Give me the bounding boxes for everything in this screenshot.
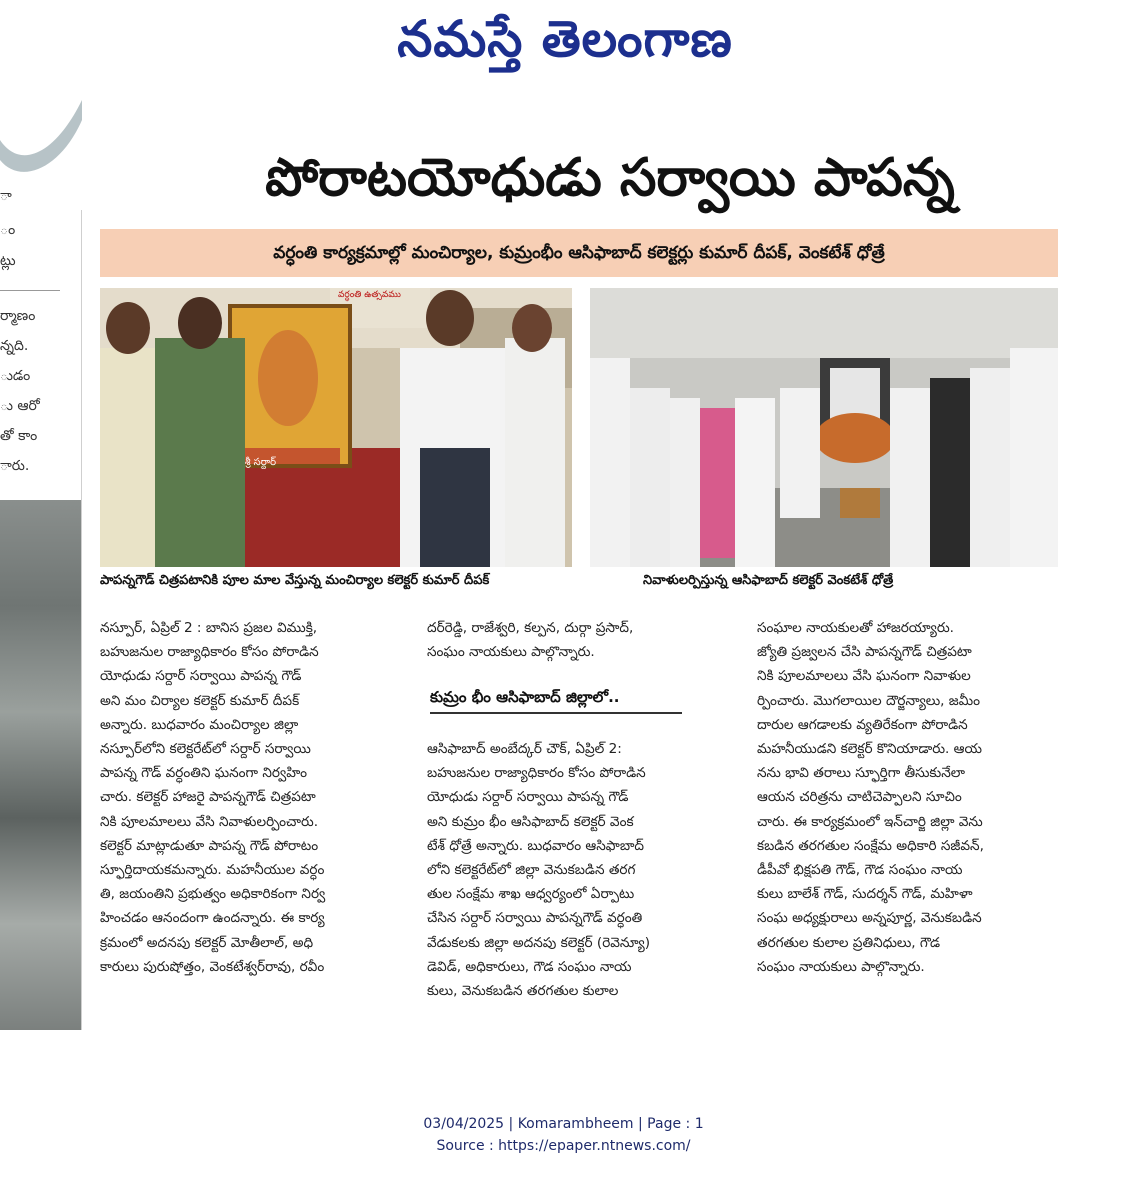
strip-divider [0, 290, 60, 291]
strip-landscape-photo [0, 500, 82, 1030]
photo-officials-paying-tribute [590, 288, 1058, 567]
body-line: మహనీయుడని కలెక్టర్ కొనియాడారు. ఆయ [757, 741, 983, 758]
body-line: డెవిడ్, అధికారులు, గౌడ సంఘం నాయ [427, 958, 632, 975]
article-column-1 [100, 616, 406, 979]
subheading-underline [430, 712, 682, 714]
body-line: లోని కలెక్టరేట్‌లో జిల్లా వెనుకబడిన తరగ [427, 862, 636, 879]
body-line: కులు బాలేశ్ గౌడ్, సుదర్శన్ గౌడ్, మహిళా [757, 886, 973, 903]
body-line: ర్పించారు. మొగలాయిల దౌర్జన్యాలు, జమీం [757, 692, 980, 709]
strip-text-line: ం [0, 222, 16, 238]
body-line: ఆయన చరిత్రను చాటిచెప్పాలని సూచిం [757, 789, 962, 806]
body-line: పాపన్న గౌడ్ వర్ధంతిని ఘనంగా నిర్వహిం [100, 765, 307, 782]
article-headline: పోరాటయోధుడు సర్వాయి పాపన్న [265, 148, 955, 208]
body-line: దర్‌రెడ్డి, రాజేశ్వరి, కల్పన, దుర్గా ప్రసాద్, [427, 620, 634, 636]
strip-text-line: ుడం [0, 368, 31, 384]
body-line: యోధుడు సర్దార్ సర్వాయి పాపన్న గౌడ్ [100, 668, 302, 685]
footer-date-edition-page: 03/04/2025 | Komarambheem | Page : 1 [423, 1116, 704, 1132]
body-line: టేశ్ ధోత్రే అన్నారు. బుధవారం ఆసిఫాబాద్ [427, 837, 644, 854]
body-line: ఆసిఫాబాద్ అంబేద్కర్ చౌక్, ఏప్రిల్ 2: [427, 741, 622, 757]
body-line: కులు, వెనుకబడిన తరగతుల కులాల [427, 983, 619, 1000]
body-line: డీపీవో భిక్షపతి గౌడ్, గౌడ సంఘం నాయ [757, 862, 963, 879]
left-adjacent-article [0, 100, 82, 1030]
decorative-swoosh-graphic [0, 100, 82, 180]
strip-text-line: ారు. [0, 458, 30, 474]
strip-text-line: ు ఆరో [0, 398, 40, 414]
portrait-label: శ్రీ సర్దార్ [245, 457, 276, 468]
photo-right-caption: నివాళులర్పిస్తున్న ఆసిఫాబాద్ కలెక్టర్ వెంకటేశ్ ధోత్రే [643, 573, 894, 588]
article-subheading: వర్ధంతి కార్యక్రమాల్లో మంచిర్యాల, కుమ్రంభీం ఆసిఫాబాద్ కలెక్టర్లు కుమార్ దీపక్, వెంకటేశ్ ధోత్రే [273, 243, 885, 263]
body-line: తరగతుల కులాల ప్రతినిధులు, గౌడ [757, 934, 941, 951]
body-line: చారు. ఈ కార్యక్రమంలో ఇన్‌చార్జి జిల్లా వెను [757, 813, 983, 830]
photo-collector-garlanding-portrait [100, 288, 572, 567]
body-line: దారుల ఆగడాలకు వ్యతిరేకంగా పోరాడిన [757, 716, 968, 733]
body-line: నస్పూర్, ఏప్రిల్ 2 : బానిస ప్రజల విముక్తి, [100, 620, 318, 636]
body-line: బహుజనుల రాజ్యాధికారం కోసం పోరాడిన [100, 644, 319, 661]
body-line: కబడిన తరగతుల సంక్షేమ అధికారి సజీవన్, [757, 837, 984, 854]
body-line: అన్నారు. బుధవారం మంచిర్యాల జిల్లా [100, 716, 299, 733]
body-line: యోధుడు సర్దార్ సర్వాయి పాపన్న గౌడ్ [427, 789, 629, 806]
section-subheading-asifabad: కుమ్రం భీం ఆసిఫాబాద్ జిల్లాలో.. [430, 688, 620, 706]
strip-text-line: ా [0, 188, 12, 204]
masthead-logo: నమస్తే తెలంగాణ [397, 9, 733, 68]
body-line: అని మం చిర్యాల కలెక్టర్ కుమార్ దీపక్ [100, 692, 300, 709]
body-line: సంఘం నాయకులు పాల్గొన్నారు. [757, 958, 925, 975]
body-line: నికి పూలమాలలు వేసి నివాళులర్పించారు. [100, 813, 319, 830]
article-column-3 [757, 616, 1063, 979]
photo-right-illustration [590, 288, 1058, 567]
article-column-2-body [427, 737, 735, 1003]
body-line: జ్యోతి ప్రజ్వలన చేసి పాపన్నగౌడ్ చిత్రపటా [757, 644, 972, 661]
body-line: కలెక్టర్ మాట్లాడుతూ పాపన్న గౌడ్ పోరాటం [100, 837, 319, 854]
body-line: సంఘాల నాయకులతో హాజరయ్యారు. [757, 620, 954, 636]
body-line: స్ఫూర్తిదాయకమన్నారు. మహనీయుల వర్ధం [100, 862, 325, 879]
photo-left-caption: పాపన్నగౌడ్ చిత్రపటానికి పూల మాల వేస్తున్న మంచిర్యాల కలెక్టర్ కుమార్ దీపక్ [100, 573, 490, 588]
body-line: బహుజనుల రాజ్యాధికారం కోసం పోరాడిన [427, 765, 646, 782]
strip-text-line: ర్మాణం [0, 308, 36, 324]
column-divider [81, 210, 82, 1030]
strip-text-line: తో కాం [0, 428, 38, 444]
article-column-2-top [427, 616, 735, 664]
body-line: హించడం ఆనందంగా ఉందన్నారు. ఈ కార్య [100, 910, 325, 927]
body-line: సంఘం నాయకులు పాల్గొన్నారు. [427, 644, 595, 661]
body-line: నస్పూర్‌లోని కలెక్టరేట్‌లో సర్దార్ సర్వాయి [100, 741, 311, 758]
body-line: నికి పూలమాలలు వేసి ఘనంగా నివాళుల [757, 668, 971, 685]
body-line: వేడుకలకు జిల్లా అదనపు కలెక్టర్ (రెవెన్యూ) [427, 934, 651, 951]
body-line: తి, జయంతిని ప్రభుత్వం అధికారికంగా నిర్వ [100, 886, 326, 903]
body-line: కారులు పురుషోత్తం, వెంకటేశ్వర్‌రావు, రవీం [100, 958, 325, 975]
body-line: చారు. కలెక్టర్ హాజరై పాపన్నగౌడ్ చిత్రపటా [100, 789, 316, 806]
strip-text-line: ట్లు [0, 253, 16, 269]
body-line: తుల సంక్షేమ శాఖ ఆధ్వర్యంలో ఏర్పాటు [427, 886, 635, 903]
body-line: చేసిన సర్దార్ సర్వాయి పాపన్నగౌడ్ వర్ధంతి [427, 910, 643, 927]
body-line: క్రమంలో అదనపు కలెక్టర్ మోతీలాల్, అధి [100, 934, 314, 951]
footer-source-link[interactable]: Source : https://epaper.ntnews.com/ [436, 1138, 691, 1154]
strip-text-line: న్నది. [0, 338, 29, 354]
photo-banner-text: వర్ధంతి ఉత్సవము [338, 290, 401, 300]
body-line: సంఘ అధ్యక్షురాలు అన్నపూర్ణ, వెనుకబడిన [757, 910, 982, 927]
body-line: నను భావి తరాలు స్ఫూర్తిగా తీసుకునేలా [757, 765, 965, 782]
photo-left-illustration [100, 288, 572, 567]
body-line: అని కుమ్రం భీం ఆసిఫాబాద్ కలెక్టర్ వెంక [427, 813, 634, 830]
